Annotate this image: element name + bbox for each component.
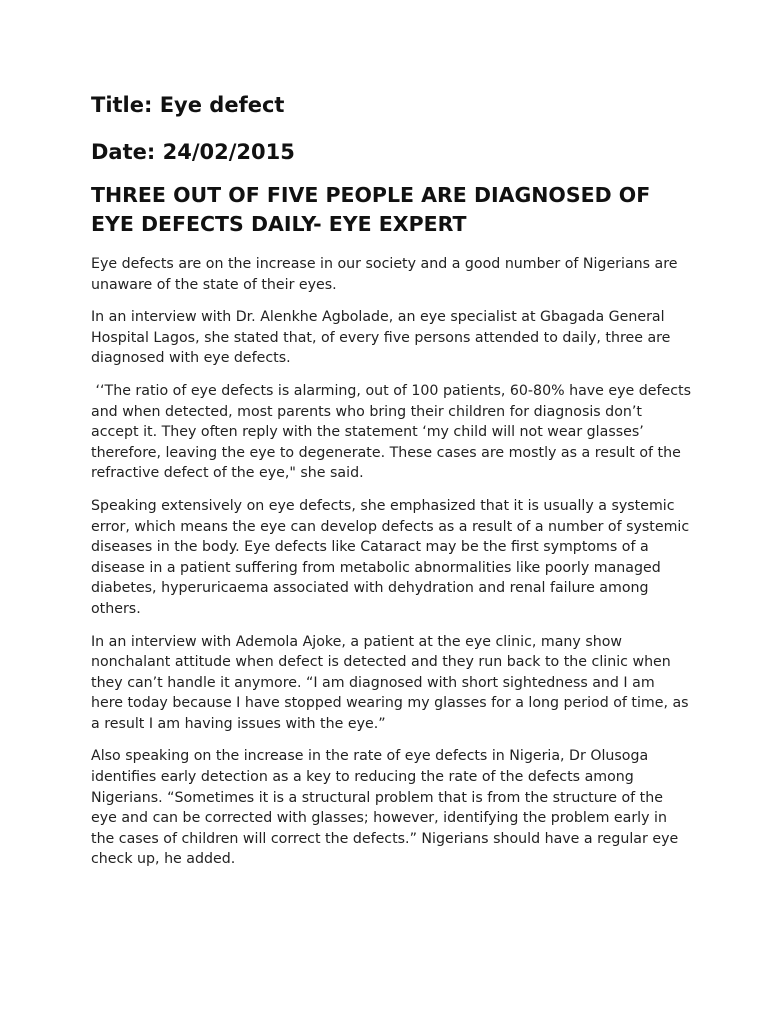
- document-body: [91, 90, 691, 882]
- paragraph-interview-agbolade: In an interview with Dr. Alenkhe Agbolade, an eye specialist at Gbagada General Hospital Lagos, she stated that, of every five persons attended to daily, three are diagnosed with eye defects.: [91, 309, 671, 367]
- paragraph-early-detection: Also speaking on the increase in the rate of eye defects in Nigeria, Dr Olusoga identifies early detection as a key to reducing the rate of the defects among Nigerians. “Sometimes it is a structural problem that is from the structure of the eye and can be corrected with glasses; however, identifying the problem early in the cases of children will correct the defects.” Nigerians should have a regular eye check up, he added.: [91, 748, 679, 868]
- document-title: Title: Eye defect: [91, 93, 285, 117]
- paragraph-quote-ratio: ‘‘The ratio of eye defects is alarming, out of 100 patients, 60-80% have eye defects and when detected, most parents who bring their children for diagnosis don’t accept it. They often reply with the statement ‘my child will not wear glasses’ therefore, leaving the eye to degenerate. These cases are mostly as a result of the refractive defect of the eye," she said.: [91, 382, 691, 482]
- paragraph-intro: Eye defects are on the increase in our society and a good number of Nigerians are unaware of the state of their eyes.: [91, 256, 678, 293]
- paragraph-interview-ajoke: In an interview with Ademola Ajoke, a patient at the eye clinic, many show nonchalant attitude when defect is detected and they run back to the clinic when they can’t handle it anymore. “I am diagnosed with short sightedness and I am here today because I have stopped wearing my glasses for a long period of time, as a result I am having issues with the eye.”: [91, 633, 689, 732]
- article-headline: THREE OUT OF FIVE PEOPLE ARE DIAGNOSED OF EYE DEFECTS DAILY- EYE EXPERT: [91, 183, 651, 236]
- paragraph-systemic-error: Speaking extensively on eye defects, she emphasized that it is usually a systemic error, which means the eye can develop defects as a result of a number of systemic diseases in the body. Eye defects like Cataract may be the first symptoms of a disease in a patient suffering from metabolic abnormalities like poorly managed diabetes, hyperuricaema associated with dehydration and renal failure among others.: [91, 497, 690, 617]
- document-date: Date: 24/02/2015: [91, 140, 295, 164]
